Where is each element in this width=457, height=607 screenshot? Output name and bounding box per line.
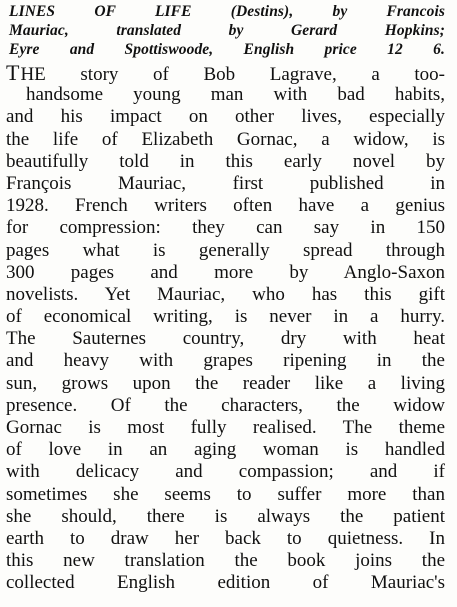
heading-line: LINES OF LIFE (Destins), by Francois <box>9 3 445 20</box>
body-line: François Mauriac, first published in <box>6 172 445 194</box>
body-line: presence. Of the characters, the widow <box>6 394 445 416</box>
body-line: she should, there is always the patient <box>6 505 445 527</box>
body-line: 300 pages and more by Anglo-Saxon <box>6 261 445 283</box>
heading-line: Mauriac, translated by Gerard Hopkins; <box>9 22 445 39</box>
body-line: handsome young man with bad habits, <box>26 84 445 106</box>
body-line: earth to draw her back to quietness. In <box>6 527 445 549</box>
body-line: The Sauternes country, dry with heat <box>6 328 445 350</box>
book-citation-heading <box>9 2 445 59</box>
body-line: Gornac is most fully realised. The theme <box>6 417 445 438</box>
body-line: the life of Elizabeth Gornac, a widow, is <box>6 128 445 150</box>
body-line: with delicacy and compassion; and if <box>6 461 445 483</box>
body-line: of love in an aging woman is handled <box>6 439 445 461</box>
body-line: pages what is generally spread through <box>6 239 445 261</box>
body-line-text: HE story of Bob Lagrave, a too- <box>20 64 445 85</box>
body-line: of economical writing, is never in a hurry. <box>6 306 445 328</box>
body-line: collected English edition of Mauriac's <box>6 572 445 594</box>
heading-line: Eyre and Spottiswoode, English price 12 6. <box>9 41 445 58</box>
body-line: this new translation the book joins the <box>6 550 445 572</box>
body-line: sometimes she seems to suffer more than <box>6 483 445 505</box>
drop-cap: T <box>6 60 21 85</box>
body-line: novelists. Yet Mauriac, who has this gift <box>6 283 445 305</box>
body-line: 1928. French writers often have a genius <box>6 195 445 217</box>
body-line: sun, grows upon the reader like a living <box>6 372 445 394</box>
body-line: and heavy with grapes ripening in the <box>6 350 445 372</box>
body-line: for compression: they can say in 150 <box>6 217 445 239</box>
review-body-text <box>6 62 445 595</box>
body-line: beautifully told in this early novel by <box>6 150 445 172</box>
body-line-first <box>6 62 445 84</box>
body-line: and his impact on other lives, especially <box>6 106 445 128</box>
